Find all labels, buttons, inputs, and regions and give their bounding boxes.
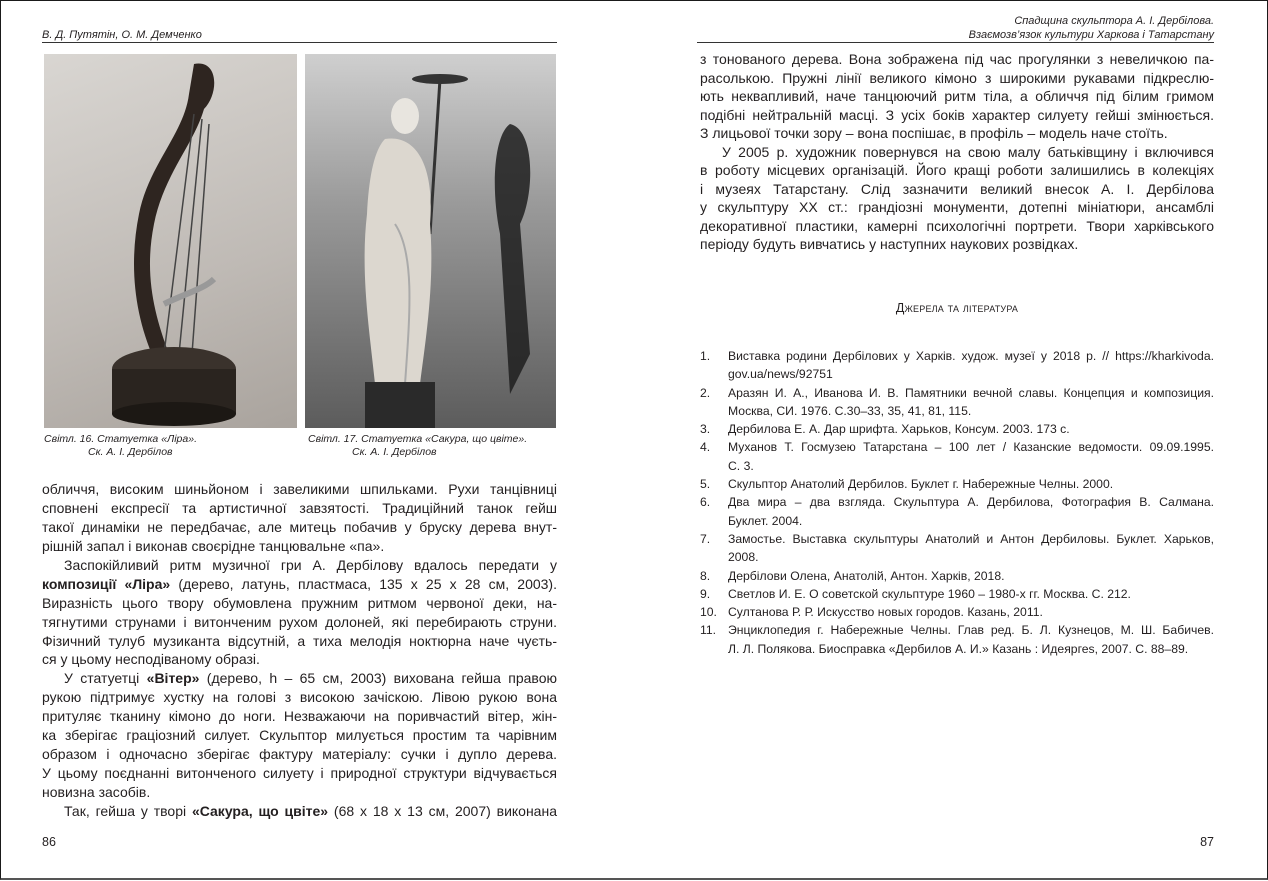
text-line: Виразність цього твору обумовлена пружним ритмом червоної деки, на- <box>42 594 557 611</box>
reference-item <box>700 493 1214 530</box>
right-header-rule <box>697 42 1214 43</box>
photo-sakura-statuette <box>305 54 556 428</box>
paragraph <box>700 50 1214 143</box>
right-body-text <box>700 50 1214 254</box>
reference-text: Скульптор Анатолий Дербилов. Буклет г. Набережные Челны. 2000. <box>728 477 1114 492</box>
text-line: сповнені експресії та артистичної завзятості. Традиційний танок гейш <box>42 499 557 516</box>
references-heading: Джерела та література <box>895 301 1019 315</box>
reference-line <box>700 384 1214 402</box>
figure-17-caption-title: Світл. 17. Статуетка «Сакура, що цвіте». <box>308 433 528 445</box>
reference-line <box>700 457 1214 475</box>
figure-16-caption <box>44 433 197 459</box>
right-running-head-line1: Спадщина скульптора А. І. Дербілова. <box>1014 15 1214 27</box>
text-segment: (68 x 18 x 13 см, 2007) виконана <box>328 802 557 819</box>
text-line: обличчя, високим шиньйоном і завеликими шпильками. Рухи танцівниці <box>42 481 557 497</box>
text-segment: (дерево, латунь, пластмаса, 135 x 25 x 28 см, 2003). <box>170 575 557 592</box>
reference-item <box>700 438 1214 475</box>
reference-text: Светлов И. Е. О советской скульптуре 1960 – 1980-х гг. Москва. С. 212. <box>728 586 1131 601</box>
text-line: і музеях Татарстану. Слід зазначити великий внесок А. І. Дербілова <box>700 180 1214 197</box>
text-line <box>42 802 557 821</box>
reference-number: 4. <box>700 440 711 455</box>
reference-line <box>700 530 1214 548</box>
text-line: декоративної пластики, камерні психологічні портрети. Твори харківського <box>700 217 1214 234</box>
reference-line <box>700 438 1214 456</box>
text-line <box>42 669 557 688</box>
reference-number: 6. <box>700 495 711 510</box>
text-line: Фізичний тулуб музиканта відсутній, а тиха мелодія ноктюрна наче чуєть- <box>42 632 557 649</box>
text-line: в роботу місцевих організацій. Його кращі роботи залишились в колекціях <box>700 162 1214 178</box>
text-line: Заспокійливий ритм музичної гри А. Дербілову вдалось передати у <box>64 556 557 573</box>
left-body-text <box>42 480 557 821</box>
reference-number: 2. <box>700 385 711 400</box>
artwork-title: композиції «Ліра» <box>42 575 171 592</box>
reference-text: Виставка родини Дербілових у Харків. худож. музеї у 2018 р. // https://kharkivoda. <box>728 349 1214 363</box>
reference-line <box>700 640 1214 658</box>
reference-item <box>700 475 1214 493</box>
reference-text: Аразян И. А., Иванова И. В. Памятники вечной славы. Концепция и композиция. <box>728 385 1214 400</box>
reference-text: 2008. <box>728 550 759 565</box>
reference-item <box>700 420 1214 438</box>
reference-item <box>700 567 1214 585</box>
references-list <box>700 347 1214 658</box>
text-line: расолькою. Пружні лінії великого кімоно з широкими рукавами підкреслю- <box>700 69 1214 86</box>
paragraph <box>42 480 557 556</box>
text-line: тягнутими струнами і витонченим рухом долоней, які перебирають струни. <box>42 613 557 630</box>
reference-text: Два мира – два взгляда. Скульптура А. Дербилова, Фотография В. Салмана. <box>728 495 1214 510</box>
text-line: рішній запал і виконав своєрідне танцювальне «па». <box>42 537 385 554</box>
reference-number: 1. <box>700 349 711 363</box>
text-line: У цьому поєднанні витонченого силуету і природної структури відчувається <box>42 765 557 782</box>
reference-text: Москва, СИ. 1976. С.30–33, 35, 41, 81, 115. <box>728 403 972 418</box>
right-running-head <box>700 14 1214 42</box>
figure-17-caption-author: Ск. А. І. Дербілов <box>352 446 437 458</box>
reference-item <box>700 347 1214 384</box>
reference-text: Энциклопедия г. Набережные Челны. Глав ред. Б. Л. Кузнецов, М. Ш. Бабичев. <box>728 623 1214 638</box>
reference-text: С. 3. <box>728 458 754 473</box>
left-header-rule <box>42 42 557 43</box>
reference-number: 7. <box>700 531 711 546</box>
figure-16-caption-title: Світл. 16. Статуетка «Ліра». <box>44 433 197 445</box>
photo-lyre-statuette <box>44 54 297 428</box>
text-line: З лицьової точки зору – вона поспішає, в профіль – модель наче стоїть. <box>700 125 1168 141</box>
figure-17-caption <box>308 433 527 459</box>
artwork-title: «Сакура, що цвіте» <box>191 802 329 819</box>
paragraph <box>42 802 557 821</box>
right-running-head-line2: Взаємозв’язок культури Харкова і Татарстану <box>968 29 1214 41</box>
text-line: такої динаміки не передбачає, але митець побачив у бруску дерева внут- <box>42 518 557 535</box>
text-line: новизна засобів. <box>42 784 151 800</box>
reference-text: Дербилова Е. А. Дар шрифта. Харьков, Консум. 2003. 173 с. <box>728 422 1070 437</box>
text-line: у скульптуру XX ст.: грандіозні монументи, дотепні мініатюри, ансамблі <box>700 199 1214 215</box>
text-line: ють неквапливий, наче танцюючий ритм тіла, а обличчя під білим гримом <box>700 88 1214 104</box>
reference-item <box>700 603 1214 621</box>
reference-line <box>700 347 1214 365</box>
reference-line <box>700 475 1214 493</box>
reference-line <box>700 493 1214 511</box>
text-segment: У статуетці <box>64 670 147 687</box>
text-line: подібні нейтральній масці. З усіх боків характер силуету гейші змінюється. <box>700 106 1214 123</box>
reference-item <box>700 530 1214 567</box>
reference-number: 5. <box>700 477 711 492</box>
reference-text: Замостье. Выставка скульптуры Анатолий и Антон Дербиловы. Буклет. Харьков, <box>728 531 1214 546</box>
paragraph <box>42 556 557 670</box>
reference-number: 9. <box>700 586 711 601</box>
text-line: ка зберігає граціозний силует. Скульптор милується простим та чарівним <box>42 727 557 744</box>
reference-text: Л. Л. Полякова. Биосправка «Дербилов А. И.» Казань : Идеяргеs, 2007. С. 88–89. <box>728 641 1189 656</box>
reference-line <box>700 603 1214 621</box>
reference-line <box>700 512 1214 530</box>
reference-number: 3. <box>700 422 711 437</box>
reference-text: Дербілови Олена, Анатолій, Антон. Харків, 2018. <box>728 568 1005 583</box>
text-line: притуляє тканину кімоно до ноги. Незважаючи на поривчастий вітер, жін- <box>42 708 557 725</box>
text-line: періоду будуть вивчатись у наступних наукових розвідках. <box>700 236 1079 252</box>
figure-16-caption-author: Ск. А. І. Дербілов <box>88 446 173 458</box>
reference-number: 8. <box>700 568 711 583</box>
right-page-number: 87 <box>1200 835 1214 849</box>
reference-line <box>700 402 1214 420</box>
paragraph <box>42 669 557 802</box>
reference-text: Муханов Т. Госмузею Татарстана – 100 лет / Казанские ведомости. 09.09.1995. <box>728 440 1214 455</box>
reference-line <box>700 585 1214 603</box>
text-line: образом і одночасно зберігає фактуру матеріалу: сучки і дупло дерева. <box>42 746 557 763</box>
reference-item <box>700 621 1214 658</box>
reference-text: Султанова Р. Р. Искусство новых городов. Казань, 2011. <box>728 605 1043 620</box>
text-line: У 2005 р. художник повернувся на свою малу батьківщину і включився <box>722 143 1214 160</box>
left-running-head: В. Д. Путятін, О. М. Демченко <box>42 29 202 41</box>
text-line <box>42 575 557 594</box>
text-segment: (дерево, h – 65 см, 2003) вихована гейша правою <box>199 670 558 687</box>
reference-line <box>700 420 1214 438</box>
reference-number: 11. <box>700 623 717 638</box>
text-segment: Так, гейша у творі <box>64 802 192 819</box>
artwork-title: «Вітер» <box>146 670 200 687</box>
reference-item <box>700 384 1214 421</box>
left-page-number: 86 <box>42 835 56 849</box>
reference-number: 10. <box>700 605 717 620</box>
text-line: з тонованого дерева. Вона зображена під час прогулянки з невеличкою па- <box>700 51 1214 67</box>
reference-line <box>700 365 1214 383</box>
reference-text: gov.ua/news/92751 <box>728 367 833 382</box>
reference-item <box>700 585 1214 603</box>
paragraph <box>700 143 1214 254</box>
reference-line <box>700 548 1214 566</box>
reference-line <box>700 567 1214 585</box>
text-line: ся у цьому несподіваному образі. <box>42 651 260 668</box>
reference-line <box>700 621 1214 639</box>
reference-text: Буклет. 2004. <box>728 513 803 528</box>
text-line: рукою підтримує хустку на голові з високою зачіскою. Лівою рукою вона <box>42 689 557 706</box>
